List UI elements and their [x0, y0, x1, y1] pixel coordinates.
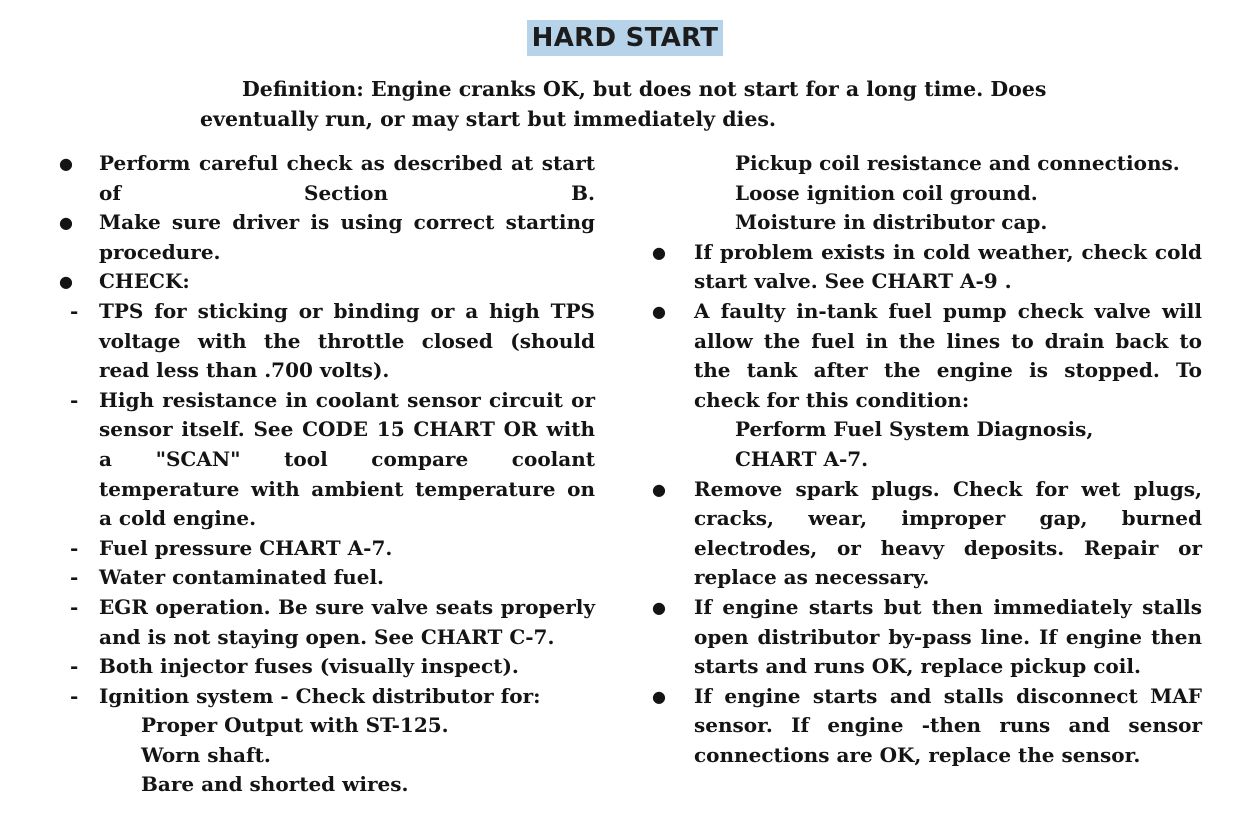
list-item-text: High resistance in coolant sensor circuit or sensor itself. See CODE 15 CHART OR with a "SCAN" tool compare coolant temperature with ambient temperature on a cold engine.: [99, 387, 595, 531]
bullet-icon: [59, 208, 73, 238]
page-title: HARD START: [527, 20, 723, 56]
list-item-text: A faulty in-tank fuel pump check valve will allow the fuel in the lines to drain back to the tank after the engine is stopped. To check for this condition:: [694, 298, 1202, 412]
list-item: [70, 563, 595, 593]
definition-line-2: eventually run, or may start but immediately dies.: [200, 107, 777, 131]
list-item: [70, 534, 595, 564]
list-item-text: Perform careful check as described at start of Section B.: [99, 151, 595, 205]
list-item-text: TPS for sticking or binding or a high TPS voltage with the throttle closed (should read less than .700 volts).: [99, 298, 595, 383]
dash-marker: -: [70, 298, 79, 323]
list-item: [70, 386, 595, 534]
bullet-icon: [652, 682, 666, 712]
list-item-text: Both injector fuses (visually inspect).: [99, 654, 519, 679]
sub-item: Worn shaft.: [141, 742, 271, 767]
sub-item: Perform Fuel System Diagnosis,: [735, 417, 1094, 442]
dash-marker: -: [70, 387, 79, 412]
definition-line-1: Definition: Engine cranks OK, but does not start for a long time. Does: [242, 77, 1047, 101]
sub-item: Bare and shorted wires.: [141, 772, 409, 797]
list-item: [99, 267, 595, 297]
sub-item: Pickup coil resistance and connections.: [735, 151, 1180, 175]
list-item: [694, 593, 1202, 682]
list-item: [70, 593, 595, 652]
sub-item: Moisture in distributor cap.: [735, 210, 1048, 235]
dash-marker: -: [70, 535, 79, 560]
list-item: [694, 238, 1202, 297]
list-item: [694, 297, 1202, 415]
list-item-text: Ignition system - Check distributor for:: [99, 683, 541, 708]
list-item-text: Fuel pressure CHART A-7.: [99, 535, 393, 560]
left-column: [70, 149, 595, 800]
dash-marker: -: [70, 565, 79, 590]
sub-item: Proper Output with ST-125.: [141, 713, 449, 738]
bullet-icon: [652, 297, 666, 327]
bullet-icon: [59, 149, 73, 179]
list-item-text: If engine starts but then immediately stalls open distributor by-pass line. If engine then starts and runs OK, replace pickup coil.: [694, 594, 1202, 679]
list-item: [99, 149, 595, 208]
bullet-icon: [652, 238, 666, 268]
list-item-text: CHECK:: [99, 269, 190, 294]
right-column: [694, 149, 1202, 770]
sub-item: CHART A-7.: [735, 446, 869, 471]
list-item: [70, 297, 595, 386]
sub-item: Loose ignition coil ground.: [735, 180, 1038, 205]
dash-marker: -: [70, 654, 79, 679]
list-item: [70, 652, 595, 682]
bullet-icon: [652, 475, 666, 505]
list-item: [694, 475, 1202, 593]
list-item: [694, 682, 1202, 771]
list-item-text: EGR operation. Be sure valve seats properly and is not staying open. See CHART C-7.: [99, 594, 595, 649]
bullet-icon: [59, 267, 73, 297]
dash-marker: -: [70, 594, 79, 619]
list-item-text: If problem exists in cold weather, check cold start valve. See CHART A-9 .: [694, 239, 1202, 294]
bullet-icon: [652, 593, 666, 623]
list-item-text: Make sure driver is using correct starting procedure.: [99, 210, 595, 264]
list-item-text: Water contaminated fuel.: [99, 565, 384, 590]
list-item: [70, 682, 595, 712]
list-item: [99, 208, 595, 267]
list-item-text: If engine starts and stalls disconnect MAF sensor. If engine -then runs and sensor connections are OK, replace the sensor.: [694, 683, 1202, 767]
list-item-text: Remove spark plugs. Check for wet plugs, cracks, wear, improper gap, burned electrodes, or heavy deposits. Repair or replace as necessary.: [694, 476, 1202, 590]
dash-marker: -: [70, 683, 79, 708]
